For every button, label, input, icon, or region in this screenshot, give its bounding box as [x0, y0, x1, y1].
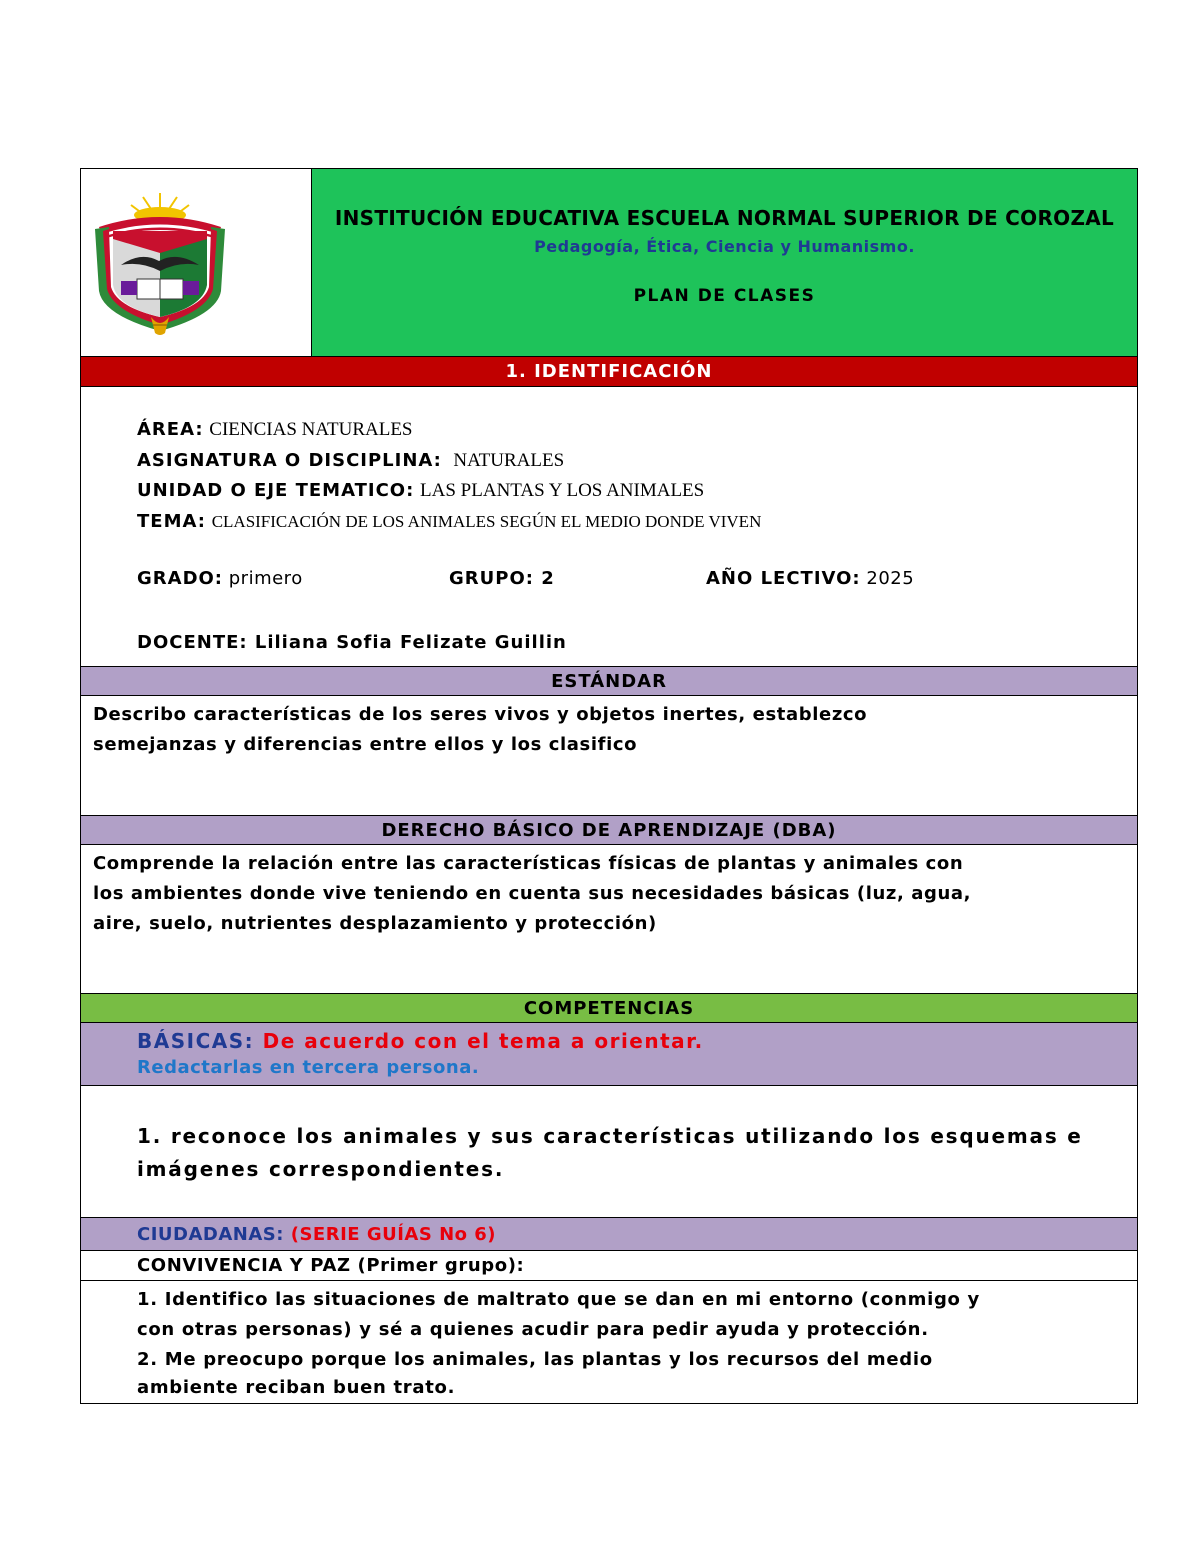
anio-value: 2025 — [866, 568, 915, 589]
dba-line-3: aire, suelo, nutrientes desplazamiento y protección) — [93, 913, 657, 934]
estandar-line-1: Describo características de los seres vivos y objetos inertes, establezco — [93, 704, 868, 725]
convivencia-items — [81, 1281, 1137, 1403]
basicas-competency-item — [81, 1086, 1137, 1218]
convivencia-item-2-line-2: ambiente reciban buen trato. — [137, 1377, 456, 1398]
area-label: ÁREA: — [137, 419, 204, 440]
unidad-value: LAS PLANTAS Y LOS ANIMALES — [420, 480, 705, 501]
estandar-section-header: ESTÁNDAR — [81, 667, 1137, 696]
grado-value: primero — [228, 568, 303, 589]
grupo-line — [449, 568, 555, 589]
grupo-label: GRUPO: 2 — [449, 568, 555, 589]
docente-line: DOCENTE: Liliana Sofia Felizate Guillin — [137, 632, 567, 653]
ciudadanas-note: (SERIE GUÍAS No 6) — [290, 1224, 497, 1245]
estandar-body — [81, 696, 1137, 816]
dba-line-1: Comprende la relación entre las características físicas de plantas y animales con — [93, 853, 964, 874]
dba-line-2: los ambientes donde vive teniendo en cuenta sus necesidades básicas (luz, agua, — [93, 883, 972, 904]
tema-line — [137, 511, 761, 532]
asignatura-label: ASIGNATURA O DISCIPLINA: — [137, 450, 442, 471]
basicas-header — [81, 1023, 1137, 1086]
basicas-label: BÁSICAS: — [137, 1029, 255, 1053]
dba-body — [81, 845, 1137, 994]
identification-section-header: 1. IDENTIFICACIÓN — [81, 357, 1137, 387]
ciudadanas-header — [81, 1218, 1137, 1251]
plan-title: PLAN DE CLASES — [633, 286, 816, 306]
area-value: CIENCIAS NATURALES — [209, 419, 413, 440]
tema-value: CLASIFICACIÓN DE LOS ANIMALES SEGÚN EL MEDIO DONDE VIVEN — [211, 512, 762, 531]
basicas-line — [137, 1023, 1137, 1053]
convivencia-item-1-line-2: con otras personas) y sé a quienes acudir para pedir ayuda y protección. — [137, 1319, 929, 1340]
anio-line — [706, 568, 914, 589]
institution-name: INSTITUCIÓN EDUCATIVA ESCUELA NORMAL SUPERIOR DE COROZAL — [334, 206, 1115, 230]
estandar-line-2: semejanzas y diferencias entre ellos y los clasifico — [93, 734, 638, 755]
asignatura-value: NATURALES — [453, 450, 565, 471]
ciudadanas-label: CIUDADANAS: — [137, 1224, 284, 1245]
area-line — [137, 419, 413, 441]
unidad-line — [137, 480, 704, 502]
grado-label: GRADO: — [137, 568, 224, 589]
asignatura-line — [137, 450, 564, 472]
identification-body — [81, 387, 1137, 667]
header-row — [81, 169, 1137, 357]
basicas-note: De acuerdo con el tema a orientar. — [262, 1029, 704, 1053]
basicas-item-line-2: imágenes correspondientes. — [137, 1157, 505, 1181]
unidad-label: UNIDAD O EJE TEMATICO: — [137, 480, 415, 501]
tema-label: TEMA: — [137, 511, 206, 532]
grado-line — [137, 568, 303, 589]
school-shield-emblem-icon — [81, 169, 312, 357]
convivencia-item-1-line-1: 1. Identifico las situaciones de maltrato que se dan en mi entorno (conmigo y — [137, 1289, 980, 1310]
basicas-item-line-1: 1. reconoce los animales y sus características utilizando los esquemas e — [137, 1124, 1083, 1148]
header-title-cell — [312, 169, 1137, 356]
basicas-instruction: Redactarlas en tercera persona. — [137, 1057, 480, 1078]
anio-label: AÑO LECTIVO: — [706, 568, 861, 589]
institution-motto: Pedagogía, Ética, Ciencia y Humanismo. — [534, 237, 915, 256]
convivencia-title: CONVIVENCIA Y PAZ (Primer grupo): — [81, 1251, 1137, 1281]
logo-cell — [81, 169, 312, 356]
dba-section-header: DERECHO BÁSICO DE APRENDIZAJE (DBA) — [81, 816, 1137, 845]
convivencia-item-2-line-1: 2. Me preocupo porque los animales, las plantas y los recursos del medio — [137, 1349, 933, 1370]
competencias-section-header: COMPETENCIAS — [81, 994, 1137, 1023]
lesson-plan-document — [80, 168, 1138, 1404]
